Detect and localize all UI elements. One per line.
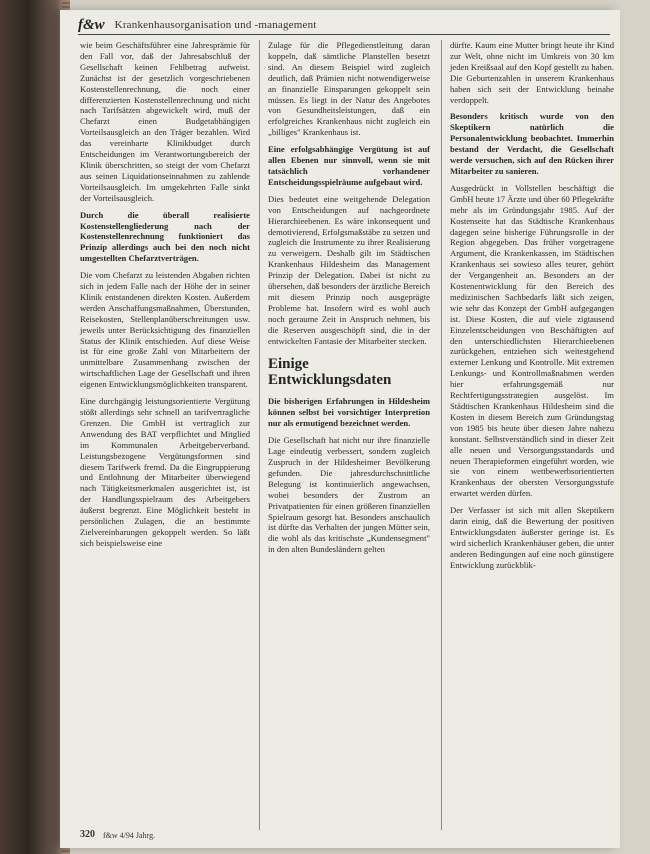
document-page: [60, 10, 620, 848]
bold-paragraph: Durch die überall realisierte Kostenstellengliederung nach der Kostenstellenrechnung funktioniert das Prinzip allerdings auch bei den noch nicht umgestellten Chefarztverträgen.: [80, 209, 250, 264]
running-header: [78, 16, 610, 35]
page-number: 320: [80, 829, 95, 840]
paragraph: Ausgedrückt in Vollstellen beschäftigt die GmbH heute 17 Ärzte und über 60 Pflegekräfte mehr als im Gründungsjahr 1985. Auf der Kostenseite hat das Städtische Krankenhaus dagegen seine bisherige Führungsrolle in der Region abgegeben. Das früher vorgetragene Argument, die Krankenkassen, im Städtischen Krankenhaus sei sowieso alles teurer, gehört der Vergangenheit an. Besonders an der Kostenentwicklung für den Bereich des medizinischen Sachbedarfs läßt sich zeigen, wie sehr das Konzept der GmbH aufgegangen ist. Diese Kosten, die auf viele zigtausend Einzelentscheidungen von Beschäftigten auf den unterschiedlichsten Hierarchieebenen zurückgehen, entziehen sich weitestgehend externer Lenkung und Kontrolle. Mit extremen Lenkungs- und Kontrollmaßnahmen werden hier erfahrungsgemäß nur Rechtfertigungsstrategien ausgelöst. Im Städtischen Krankenhaus Hildesheim sind die Kosten in diesem Bereich zum Gründungstag von 1985 bis heute über diesen Jahre nahezu konstant. Selbstverständlich sind in dieser Zeit alle neuen und Versorgungsstandards und neuen Therapieformen eingeführt worden, wie sie von einem wettbewerbsorientierten Krankenhaus der obersten Versorgungsstufe erwartet werden dürfen.: [450, 182, 614, 499]
column-divider: [259, 40, 260, 830]
paragraph: dürfte. Kaum eine Mutter bringt heute ihr Kind zur Welt, ohne nicht im Umkreis von 30 km jeden Kreißsaal auf den Kopf gestellt zu haben. Die Geburtenzahlen in unserem Krankenhaus haben sich seit der Entwicklung beinahe verdoppelt.: [450, 40, 614, 105]
text-column-3: [450, 40, 614, 577]
paragraph: Die vom Chefarzt zu leistenden Abgaben richten sich in jedem Falle nach der Höhe der in seiner Klinik entstandenen direkten Kosten. Außerdem werden Anschaffungsmaßnahmen, Überstunden, Reisekosten, Stellenplanüberschreitungen usw. jeweils unter Berücksichtigung des finanziellen Status der Klinik entschieden. Auf diese Weise ist für eine große Zahl von Mitarbeitern der unmittelbare Zusammenhang zwischen der wirtschaftlichen Lage der Gesellschaft und ihren eigenen Entwicklungsmöglichkeiten transparent.: [80, 270, 250, 390]
page-footer: [80, 829, 155, 840]
bold-paragraph: Die bisherigen Erfahrungen in Hildesheim können selbst bei vorsichtiger Interpretion nur als ermutigend bezeichnet werden.: [268, 396, 430, 429]
paragraph: Eine durchgängig leistungsorientierte Vergütung stößt allerdings sehr schnell an tarifvertragliche Grenzen. Die GmbH ist vertraglich zur Anwendung des BAT verpflichtet und Mitglied im Kommunalen Arbeitgeberverband. Leistungsbezogene Vergütungsformen sind diesem Tarifwerk fremd. Da die Eingruppierung und Entlohnung der Mitarbeiter überwiegend nach Tätigkeitsmerkmalen ausgerichtet ist, ist der Handlungsspielraum des Arbeitgebers äußerst begrenzt. Eine Möglichkeit besteht in persönlichen Zulagen, die an bestimmte Zielvereinbarungen gekoppelt werden. So läßt sich beispielsweise eine: [80, 396, 250, 548]
paragraph: Dies bedeutet eine weitgehende Delegation von Entscheidungen auf nachgeordnete Hierarchieebenen. Es wäre inkonsequent und demotivierend, Erfolgsmaßstäbe zu setzen und zugleich die Instrumente zu ihrer Realisierung zu verweigern. Deshalb gilt im Städtischen Krankenhaus Hildesheim das Management Prinzip der Delegation. Dabei ist nicht zu übersehen, daß besonders der ärztliche Bereich mit diesem Prinzip noch ausgeprägte Probleme hat. Insofern wird es wohl auch noch geraume Zeit in Anspruch nehmen, bis die Reserven ausgeschöpft sind, die in der entwickelten Fantasie der Mitarbeiter stecken.: [268, 193, 430, 346]
column-divider: [441, 40, 442, 830]
bold-paragraph: Eine erfolgsabhängige Vergütung ist auf allen Ebenen nur sinnvoll, wenn sie mit tatsächlich vorhandener Entscheidungsspielräume aufgebaut wird.: [268, 144, 430, 187]
paragraph: Der Verfasser ist sich mit allen Skeptikern darin einig, daß die Bewertung der positiven Entwicklungsdaten äußerster geringe ist. Es wird sicherlich Krankenhäuser geben, die unter anderen Bedingungen auf eine noch günstigere Entwicklung zurückblik-: [450, 505, 614, 570]
paragraph: Zulage für die Pflegedienstleitung daran koppeln, daß sämtliche Planstellen besetzt sind. An diesem Beispiel wird zugleich deutlich, daß Prämien nicht notwendigerweise an finanzielle Einsparungen gekoppelt sein müssen. Es liegt in der Natur des Angebotes von Gesundheitsleistungen, daß ein erfolgreiches Krankenhaus nicht zugleich ein „billiges" Krankenhaus ist.: [268, 40, 430, 138]
bold-paragraph: Besonders kritisch wurde von den Skeptikern natürlich die Personalentwicklung beobachtet. Immerhin bestand der Verdacht, die Gesellschaft werde versuchen, sich auf den Rücken ihrer Mitarbeiter zu sanieren.: [450, 111, 614, 176]
text-column-2: [268, 40, 430, 561]
paragraph: Die Gesellschaft hat nicht nur ihre finanzielle Lage eindeutig verbessert, sondern zugleich Zuspruch in der Hildesheimer Bevölkerung gefunden. Die jahresdurchschnittliche Belegung ist kontinuierlich angewachsen, wobei besonders der Zustrom an Privatpatienten für einen größeren finanziellen Spielraum gesorgt hat. Besonders anschaulich ist dürfte das Verhalten der jungen Mütter sein, die wohl als das kritischste „Kundensegment" in den alten Bundesländern gelten: [268, 435, 430, 555]
paragraph: wie beim Geschäftsführer eine Jahresprämie für den Fall vor, daß der Jahresabschluß der Gesellschaft keinen Fehlbetrag aufweist. Zunächst ist der gesetzlich vorgeschriebenen Kostenstellenrechnung, die noch einer differenzierten Kostenstellenrechnung und nicht nach Tarifsätzen abgewickelt wird, muß der Chefarzt einen Budgetabhängigen Vorteilsausgleich an den Träger bezahlen. Wird das vereinbarte Klinikbudget durch Entscheidungen im Verantwortungsbereich der Klinik überschritten, so steigt der vom Chefarzt aus seinen Liquidationseinnahmen zu zahlende Vorteilsausgleich. Im umgekehrten Falle sinkt der Vorteilsausgleich.: [80, 40, 250, 203]
section-title: Krankenhausorganisation und -management: [114, 19, 317, 31]
journal-logo: f&w: [78, 16, 105, 33]
section-heading: Einige Entwicklungsdaten: [268, 356, 392, 389]
journal-issue: f&w 4/94 Jahrg.: [103, 831, 156, 840]
text-column-1: [80, 40, 250, 555]
